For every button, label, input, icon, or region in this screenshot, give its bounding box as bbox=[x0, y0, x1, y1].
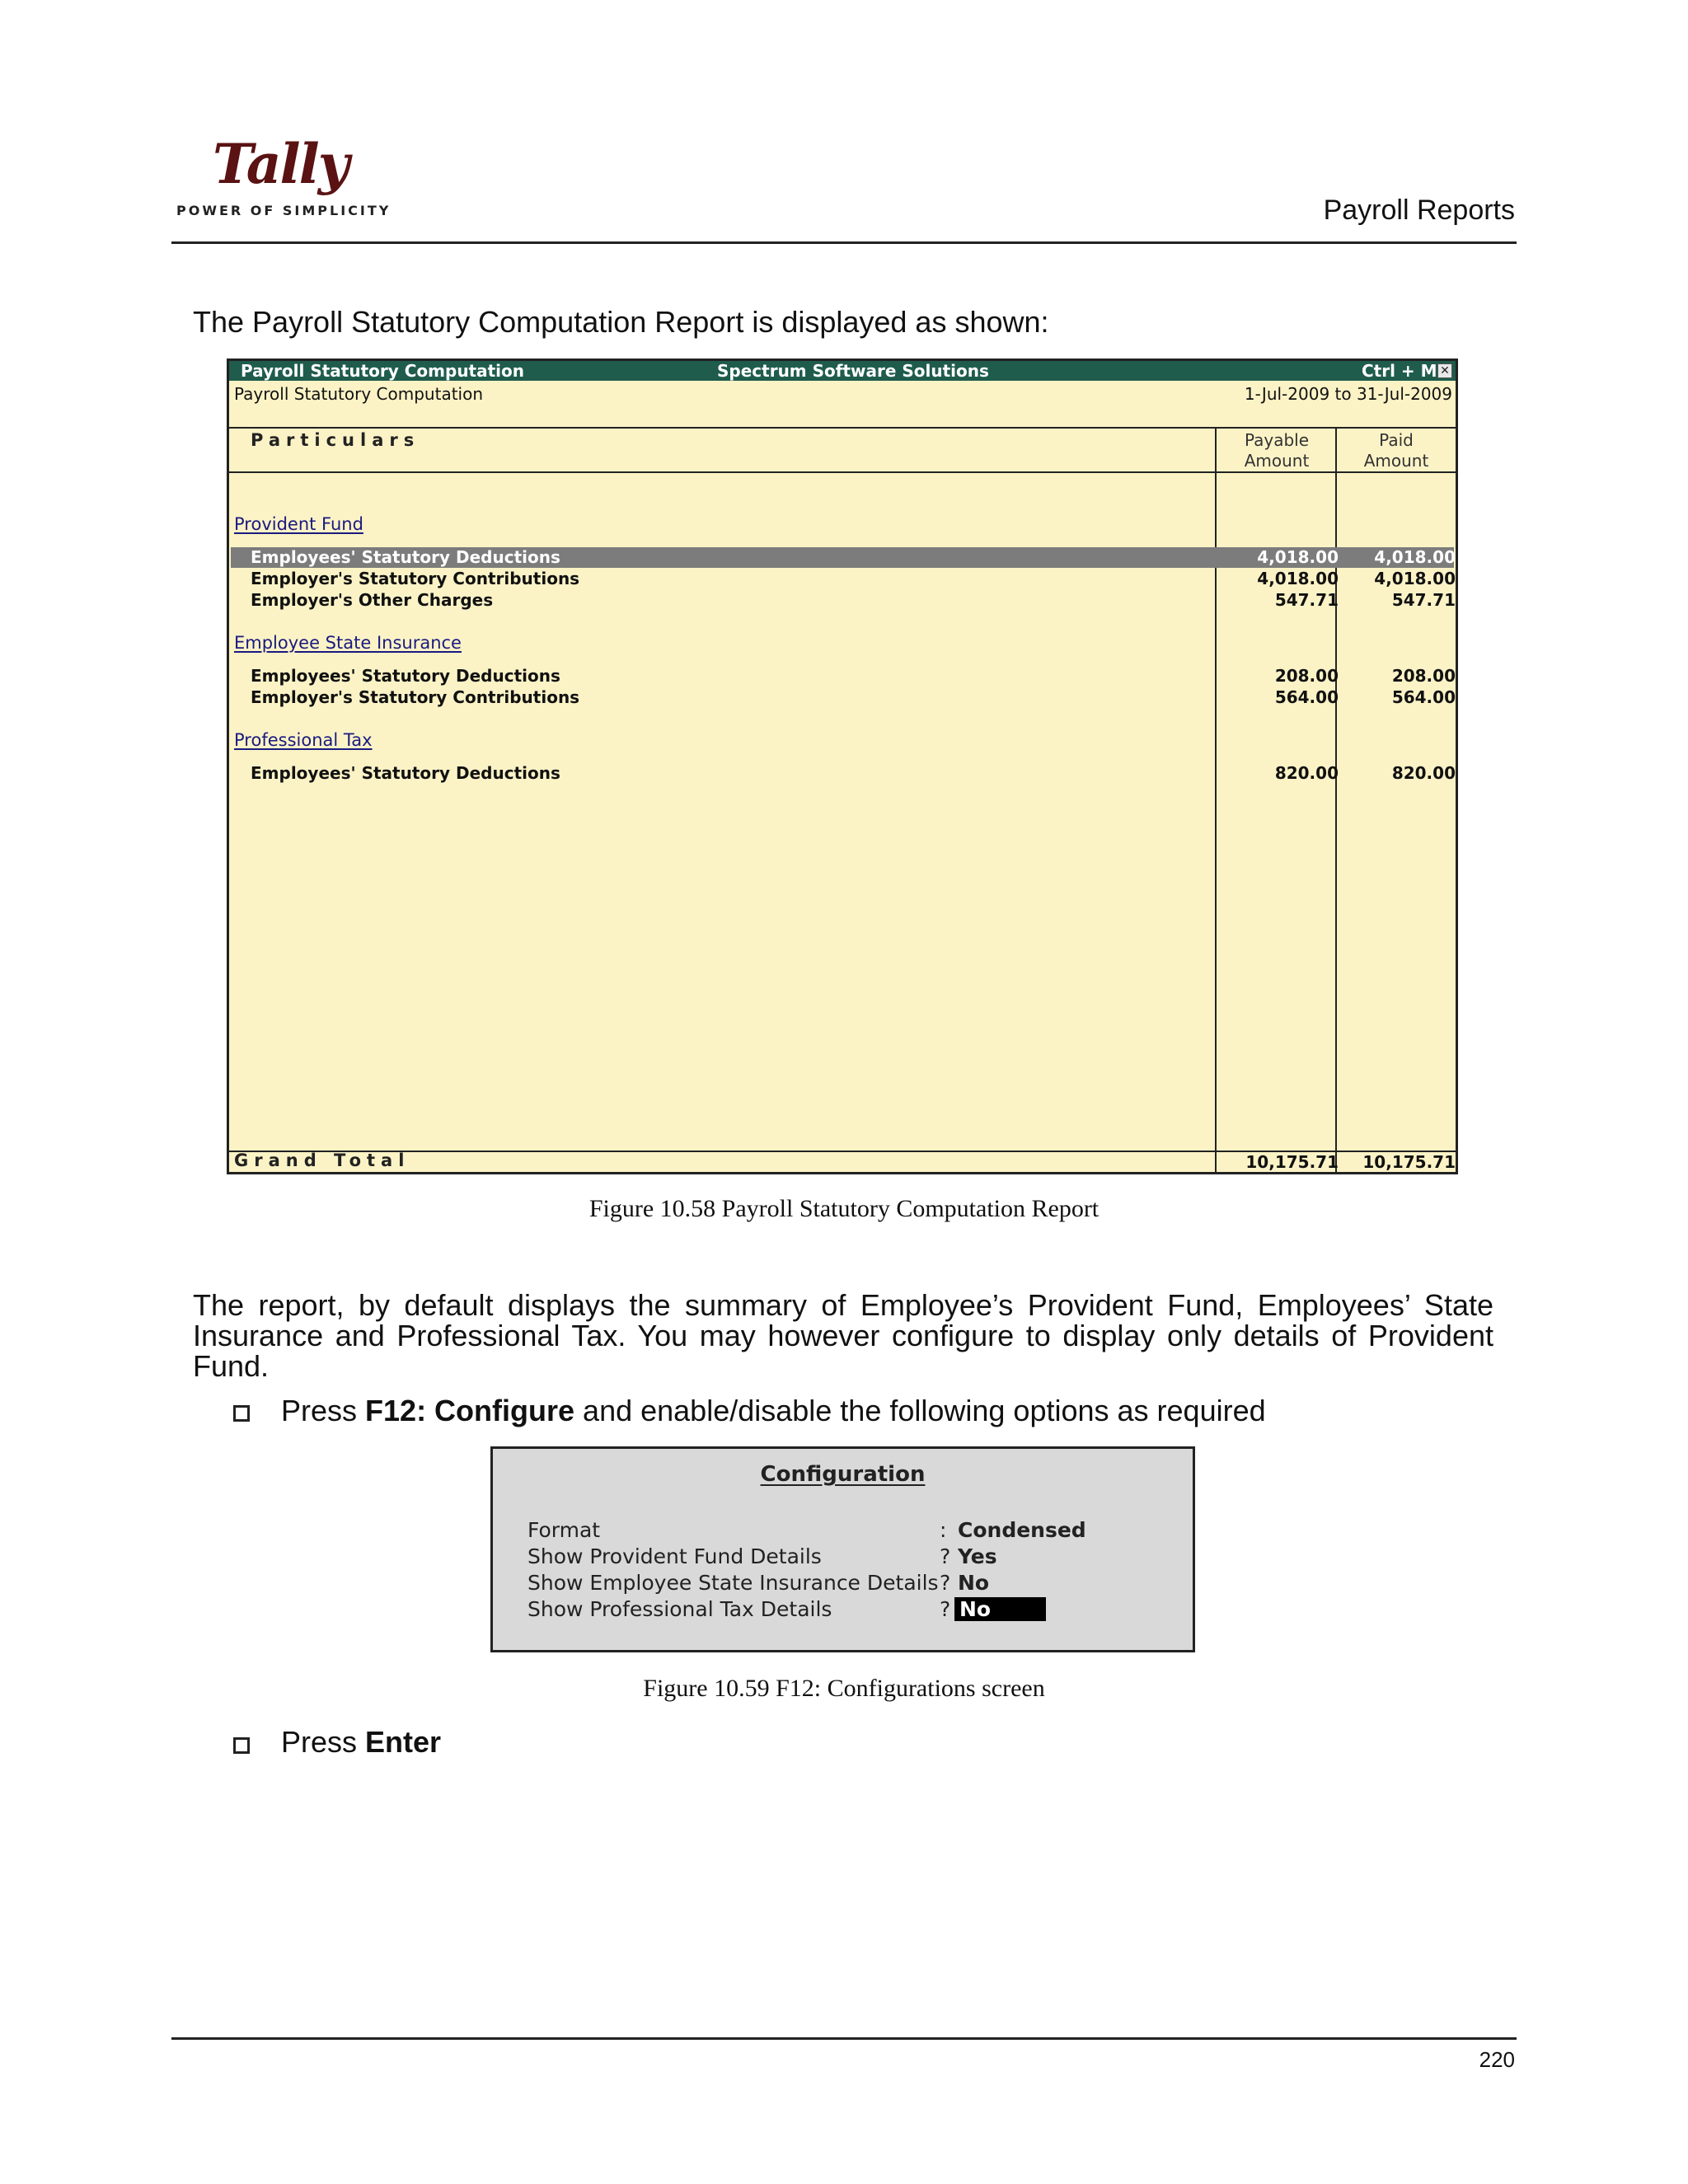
paid-amount-header bbox=[1339, 430, 1454, 471]
bullet-text-pre: Press bbox=[281, 1725, 366, 1759]
report-period[interactable]: 1-Jul-2009 to 31-Jul-2009 bbox=[1244, 384, 1452, 404]
grand-total-row bbox=[231, 1152, 1454, 1173]
config-label: Show Employee State Insurance Details bbox=[528, 1571, 939, 1595]
row-payable: 547.71 bbox=[1274, 590, 1339, 610]
group-employee-state-insurance[interactable]: Employee State Insurance bbox=[234, 633, 462, 653]
payable-amount-header bbox=[1218, 430, 1335, 471]
group-professional-tax[interactable]: Professional Tax bbox=[234, 730, 373, 750]
body-paragraph: The report, by default displays the summary of Employee’s Provident Fund, Employees’ State Insurance and Professional Tax. You may however configure to display only details of Provident Fund. bbox=[193, 1288, 1493, 1383]
header-divider-bottom bbox=[229, 471, 1456, 473]
bullet-marker bbox=[233, 1737, 250, 1754]
row-payable: 208.00 bbox=[1274, 666, 1339, 686]
config-row-esi[interactable] bbox=[528, 1571, 1170, 1597]
config-value[interactable]: No bbox=[958, 1571, 990, 1595]
config-separator: ? bbox=[940, 1597, 951, 1621]
bullet-text-pre: Press bbox=[281, 1394, 366, 1427]
configuration-dialog bbox=[490, 1446, 1195, 1652]
config-row-provident-fund[interactable] bbox=[528, 1544, 1170, 1571]
row-payable: 4,018.00 bbox=[1257, 569, 1339, 588]
report-row[interactable] bbox=[231, 763, 1454, 784]
figure-caption-1: Figure 10.58 Payroll Statutory Computation Report bbox=[588, 1195, 1100, 1222]
company-name: Spectrum Software Solutions bbox=[717, 361, 989, 381]
report-row[interactable] bbox=[231, 666, 1454, 687]
config-value[interactable]: Condensed bbox=[958, 1518, 1086, 1542]
report-row[interactable] bbox=[231, 687, 1454, 708]
config-value-selected[interactable]: No bbox=[954, 1597, 1046, 1621]
shortcut-label: Ctrl + M bbox=[1362, 361, 1437, 381]
header-rule bbox=[171, 241, 1517, 244]
config-row-professional-tax[interactable] bbox=[528, 1597, 1170, 1624]
config-label: Show Provident Fund Details bbox=[528, 1544, 822, 1568]
config-row-format[interactable] bbox=[528, 1518, 1170, 1544]
column-divider-1 bbox=[1215, 429, 1217, 1172]
footer-rule bbox=[171, 2037, 1517, 2040]
report-row[interactable] bbox=[231, 547, 1454, 568]
row-label: Employer's Statutory Contributions bbox=[251, 569, 580, 588]
particulars-header: Particulars bbox=[251, 430, 420, 450]
figure-caption-2: Figure 10.59 F12: Configurations screen bbox=[643, 1675, 1045, 1702]
logo-tagline: POWER OF SIMPLICITY bbox=[176, 203, 392, 218]
row-payable: 820.00 bbox=[1274, 763, 1339, 783]
config-separator: ? bbox=[940, 1544, 951, 1568]
row-paid: 208.00 bbox=[1391, 666, 1456, 686]
bullet-text-key: Enter bbox=[365, 1725, 442, 1759]
group-provident-fund[interactable]: Provident Fund bbox=[234, 514, 363, 534]
row-payable: 564.00 bbox=[1274, 687, 1339, 707]
paid-header-line2: Amount bbox=[1363, 451, 1429, 471]
configuration-title bbox=[493, 1462, 1193, 1487]
bullet-enter bbox=[281, 1725, 441, 1760]
header-divider-top bbox=[229, 427, 1456, 429]
config-value[interactable]: Yes bbox=[958, 1544, 997, 1568]
row-label: Employees' Statutory Deductions bbox=[251, 763, 560, 783]
report-row[interactable] bbox=[231, 590, 1454, 611]
row-label: Employer's Statutory Contributions bbox=[251, 687, 580, 707]
bullet-marker bbox=[233, 1405, 250, 1422]
grand-total-payable: 10,175.71 bbox=[1245, 1152, 1339, 1172]
config-separator: ? bbox=[940, 1571, 951, 1595]
row-label: Employer's Other Charges bbox=[251, 590, 494, 610]
bullet-text-key: F12: Configure bbox=[365, 1394, 575, 1427]
close-icon[interactable]: ✕ bbox=[1437, 363, 1452, 378]
report-name: Payroll Statutory Computation bbox=[234, 384, 484, 404]
report-title-bar bbox=[229, 361, 1456, 381]
payable-header-line2: Amount bbox=[1244, 451, 1310, 471]
grand-total-label: Grand Total bbox=[234, 1151, 410, 1170]
row-paid: 820.00 bbox=[1391, 763, 1456, 783]
row-paid: 4,018.00 bbox=[1374, 547, 1456, 567]
report-row[interactable] bbox=[231, 569, 1454, 589]
section-title: Payroll Reports bbox=[1323, 194, 1515, 226]
config-label: Format bbox=[528, 1518, 601, 1542]
window-title: Payroll Statutory Computation bbox=[241, 361, 525, 381]
row-paid: 564.00 bbox=[1391, 687, 1456, 707]
configuration-title-text: Configuration bbox=[760, 1462, 926, 1487]
column-divider-2 bbox=[1335, 429, 1337, 1172]
row-paid: 547.71 bbox=[1391, 590, 1456, 610]
row-paid: 4,018.00 bbox=[1374, 569, 1456, 588]
page-number: 220 bbox=[1479, 2047, 1515, 2072]
bullet-text-post: and enable/disable the following options as required bbox=[574, 1394, 1266, 1427]
payroll-statutory-report-window bbox=[227, 359, 1458, 1174]
paid-header-line1: Paid bbox=[1379, 430, 1414, 450]
row-label: Employees' Statutory Deductions bbox=[251, 666, 560, 686]
row-label: Employees' Statutory Deductions bbox=[251, 547, 560, 567]
intro-text: The Payroll Statutory Computation Report is displayed as shown: bbox=[193, 305, 1049, 339]
config-label: Show Professional Tax Details bbox=[528, 1597, 832, 1621]
config-separator: : bbox=[940, 1518, 947, 1542]
row-payable: 4,018.00 bbox=[1257, 547, 1339, 567]
bullet-configure bbox=[281, 1394, 1266, 1428]
tally-logo: Tally bbox=[213, 132, 349, 196]
grand-total-paid: 10,175.71 bbox=[1362, 1152, 1456, 1172]
payable-header-line1: Payable bbox=[1244, 430, 1310, 450]
